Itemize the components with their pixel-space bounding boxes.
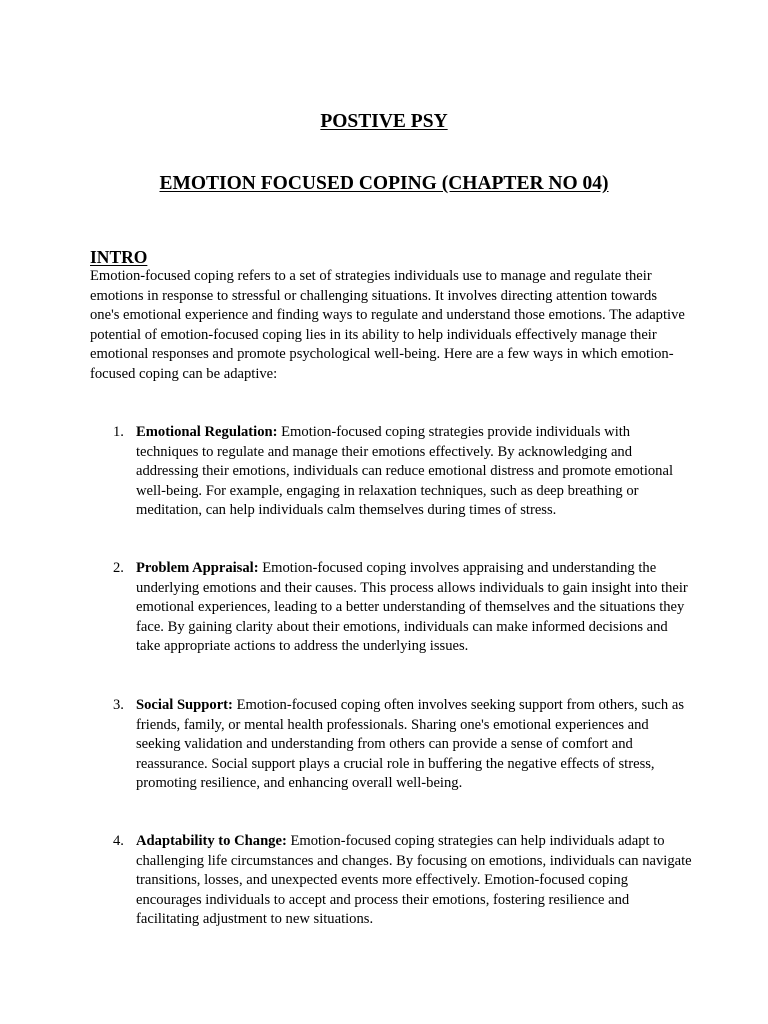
- list-item-number: 3.: [113, 697, 124, 713]
- intro-paragraph: Emotion-focused coping refers to a set of strategies individuals use to manage and regulate their emotions in response to stressful or challenging situations. It involves directing attention towards one's emotional experience and finding ways to regulate and understand those emotions. The adaptive potential of emotion-focused coping lies in its ability to help individuals effectively manage their emotional responses and promote psychological well-being. Here are a few ways in which emotion-focused coping can be adaptive:: [90, 268, 685, 382]
- list-item: [113, 559, 693, 657]
- list-item-term: Problem Appraisal:: [136, 560, 259, 576]
- list-item-number: 4.: [113, 833, 124, 849]
- document-subtitle: EMOTION FOCUSED COPING (CHAPTER NO 04): [159, 173, 609, 194]
- list-item-body: [136, 696, 693, 794]
- list-item-number: 1.: [113, 424, 124, 440]
- list-item-term: Social Support:: [136, 697, 233, 713]
- list-item-number: 2.: [113, 560, 124, 576]
- list-item-text: Emotion-focused coping often involves seeking support from others, such as friends, family, or mental health professionals. Sharing one's emotional experiences and seeking validation and understanding from others can provide a sense of comfort and reassurance. Social support plays a crucial role in buffering the negative effects of stress, promoting resilience, and enhancing overall well-being.: [136, 697, 685, 791]
- list-item-body: [136, 559, 693, 657]
- list-item-body: [136, 832, 693, 930]
- list-item-text: Emotion-focused coping strategies provide individuals with techniques to regulate and manage their emotions effectively. By acknowledging and addressing their emotions, individuals can reduce emotional distress and promote emotional well-being. For example, engaging in relaxation techniques, such as deep breathing or meditation, can help individuals calm themselves during times of stress.: [136, 424, 674, 518]
- list-item-term: Emotional Regulation:: [136, 424, 278, 440]
- list-item: [113, 696, 693, 794]
- list-item-body: [136, 423, 693, 521]
- list-item-text: Emotion-focused coping strategies can help individuals adapt to challenging life circumstances and changes. By focusing on emotions, individuals can navigate transitions, losses, and unexpected events more effectively. Emotion-focused coping encourages individuals to accept and process their emotions, fostering resilience and facilitating adjustment to new situations.: [136, 833, 692, 927]
- list-item: [113, 423, 693, 521]
- list-item: [113, 832, 693, 930]
- list-item-text: Emotion-focused coping involves appraising and understanding the underlying emotions and their causes. This process allows individuals to gain insight into their emotional experiences, leading to a better understanding of themselves and the situations they face. By gaining clarity about their emotions, individuals can make informed decisions and take appropriate actions to address the underlying issues.: [136, 560, 688, 654]
- intro-heading: INTRO: [90, 247, 148, 267]
- list-item-term: Adaptability to Change:: [136, 833, 287, 849]
- document-title: POSTIVE PSY: [320, 111, 448, 132]
